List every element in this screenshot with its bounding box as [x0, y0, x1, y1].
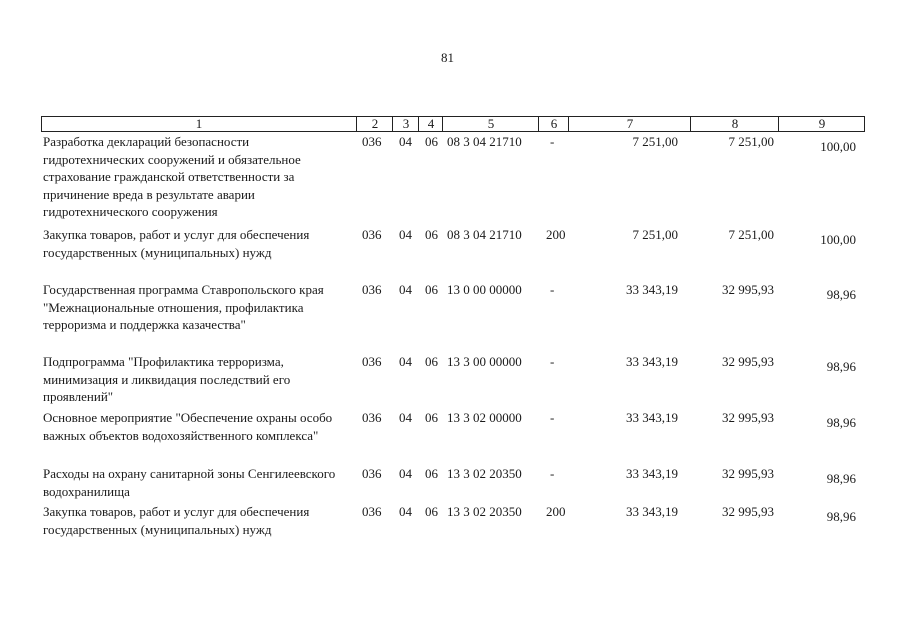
- header-col-7: 7: [568, 117, 691, 131]
- row-section: 04: [399, 410, 412, 425]
- row-fact: 7 251,00: [728, 227, 774, 242]
- row-percent: 98,96: [826, 509, 856, 524]
- row-target: 13 0 00 00000: [447, 282, 522, 297]
- row-section: 04: [399, 227, 412, 242]
- row-subsection: 06: [425, 134, 438, 149]
- row-plan: 33 343,19: [626, 410, 678, 425]
- row-subsection: 06: [425, 410, 438, 425]
- row-description: Расходы на охрану санитарной зоны Сенгилеевского водохранилища: [43, 466, 336, 499]
- row-target: 13 3 02 00000: [447, 410, 522, 425]
- row-type: 200: [546, 504, 566, 519]
- header-col-9: 9: [778, 117, 865, 131]
- row-plan: 7 251,00: [632, 227, 678, 242]
- row-percent: 100,00: [820, 139, 856, 154]
- row-subsection: 06: [425, 227, 438, 242]
- row-section: 04: [399, 504, 412, 519]
- row-plan: 33 343,19: [626, 466, 678, 481]
- row-code: 036: [362, 282, 382, 297]
- row-target: 13 3 02 20350: [447, 504, 522, 519]
- row-description: Основное мероприятие "Обеспечение охраны особо важных объектов водохозяйственного комплекса": [43, 410, 333, 443]
- row-fact: 32 995,93: [722, 410, 774, 425]
- header-col-8: 8: [690, 117, 779, 131]
- row-percent: 98,96: [826, 471, 856, 486]
- row-code: 036: [362, 466, 382, 481]
- row-plan: 7 251,00: [632, 134, 678, 149]
- row-percent: 100,00: [820, 232, 856, 247]
- row-section: 04: [399, 354, 412, 369]
- row-type: -: [550, 282, 555, 297]
- row-percent: 98,96: [826, 287, 856, 302]
- table-header: [41, 116, 865, 132]
- row-subsection: 06: [425, 354, 438, 369]
- row-target: 08 3 04 21710: [447, 134, 522, 149]
- row-type: -: [550, 466, 555, 481]
- row-target: 13 3 02 20350: [447, 466, 522, 481]
- row-description: Государственная программа Ставропольского края "Межнациональные отношения, профилактика терроризма и поддержка казачества": [43, 282, 324, 332]
- row-type: -: [550, 354, 555, 369]
- row-fact: 32 995,93: [722, 354, 774, 369]
- header-col-5: 5: [442, 117, 539, 131]
- header-col-1: 1: [195, 116, 203, 131]
- row-type: -: [550, 134, 555, 149]
- row-section: 04: [399, 282, 412, 297]
- row-fact: 32 995,93: [722, 466, 774, 481]
- row-description: Подпрограмма "Профилактика терроризма, минимизация и ликвидация последствий его проявлений": [43, 354, 291, 404]
- page-number: 81: [441, 50, 454, 65]
- row-subsection: 06: [425, 504, 438, 519]
- header-col-3: 3: [392, 117, 419, 131]
- row-percent: 98,96: [826, 415, 856, 430]
- row-percent: 98,96: [826, 359, 856, 374]
- row-section: 04: [399, 466, 412, 481]
- row-fact: 32 995,93: [722, 504, 774, 519]
- row-type: 200: [546, 227, 566, 242]
- header-col-4: 4: [418, 117, 443, 131]
- row-target: 08 3 04 21710: [447, 227, 522, 242]
- row-code: 036: [362, 227, 382, 242]
- header-col-6: 6: [538, 117, 569, 131]
- row-type: -: [550, 410, 555, 425]
- row-code: 036: [362, 354, 382, 369]
- row-plan: 33 343,19: [626, 504, 678, 519]
- row-description: Разработка деклараций безопасности гидротехнических сооружений и обязательное страхование гражданской ответственности за причинение вреда в результате аварии гидротехнического сооружения: [43, 134, 301, 219]
- row-code: 036: [362, 134, 382, 149]
- row-plan: 33 343,19: [626, 354, 678, 369]
- row-subsection: 06: [425, 466, 438, 481]
- row-description: Закупка товаров, работ и услуг для обеспечения государственных (муниципальных) нужд: [43, 504, 310, 537]
- row-fact: 7 251,00: [728, 134, 774, 149]
- row-code: 036: [362, 504, 382, 519]
- row-target: 13 3 00 00000: [447, 354, 522, 369]
- row-fact: 32 995,93: [722, 282, 774, 297]
- row-description: Закупка товаров, работ и услуг для обеспечения государственных (муниципальных) нужд: [43, 227, 310, 260]
- row-plan: 33 343,19: [626, 282, 678, 297]
- row-subsection: 06: [425, 282, 438, 297]
- row-section: 04: [399, 134, 412, 149]
- header-col-2: 2: [356, 117, 393, 131]
- row-code: 036: [362, 410, 382, 425]
